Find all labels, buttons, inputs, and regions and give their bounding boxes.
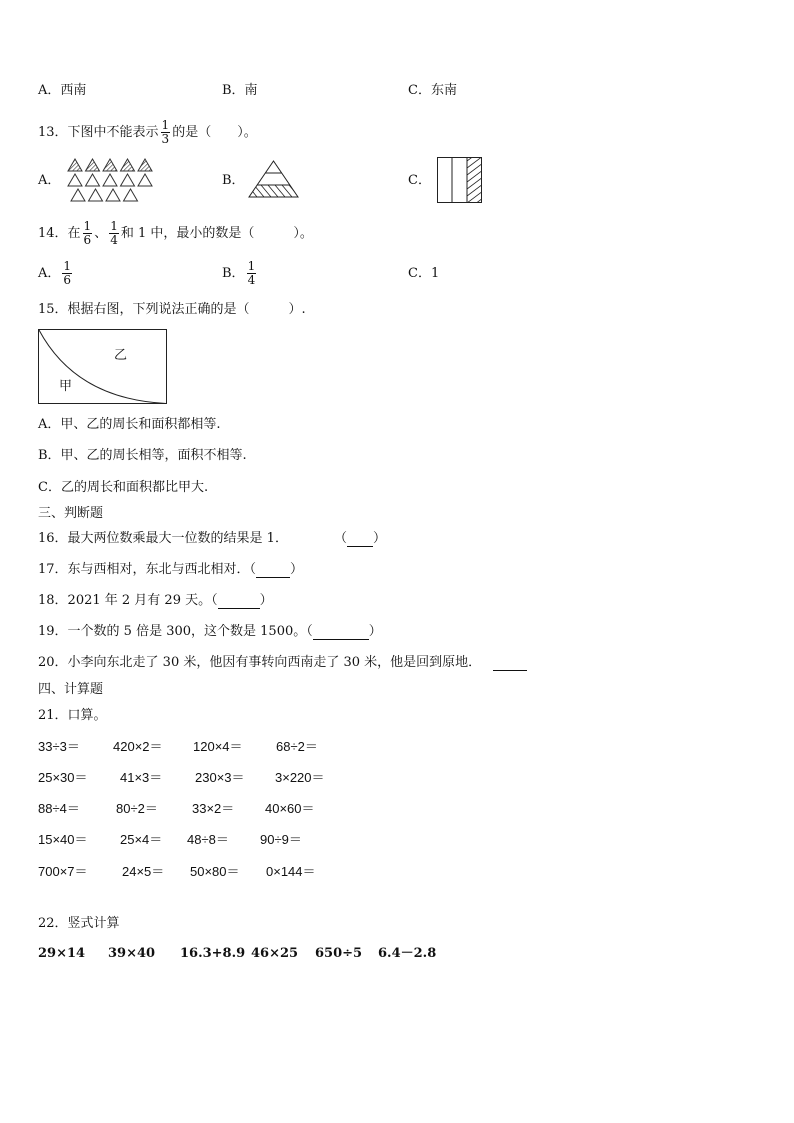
shaded-triangle xyxy=(103,159,117,171)
triangle xyxy=(121,174,135,186)
denominator: 6 xyxy=(83,233,92,247)
bracket-close: ） xyxy=(290,562,304,577)
calc-item: 33×2＝ xyxy=(192,801,235,816)
option-c: C．乙的周长和面积都比甲大. xyxy=(38,480,209,495)
question-18 xyxy=(38,593,273,609)
question-15: 15．根据右图，下列说法正确的是（ ）. xyxy=(38,302,306,317)
calc-item: 0×144＝ xyxy=(266,864,316,879)
triangle xyxy=(106,189,120,201)
option-c: C．1 xyxy=(408,266,440,281)
triangle xyxy=(68,174,82,186)
numerator: 1 xyxy=(161,118,170,132)
calc-item: 120×4＝ xyxy=(193,739,243,754)
bracket-close: ） xyxy=(368,624,382,639)
question-text: 19．一个数的 5 倍是 300，这个数是 1500。（ xyxy=(38,624,313,639)
shaded-triangle xyxy=(86,159,100,171)
striped-rectangle-figure xyxy=(437,157,483,204)
numerator: 1 xyxy=(63,259,72,273)
question-stem-end: 的是（ ）。 xyxy=(172,125,257,140)
question-14 xyxy=(38,216,313,252)
triangle xyxy=(71,189,85,201)
calc-item: 230×3＝ xyxy=(195,770,245,785)
triangles-figure xyxy=(68,158,158,204)
calc-item: 90÷9＝ xyxy=(260,832,302,847)
striped-triangle-figure xyxy=(249,160,299,198)
calc-item: 40×60＝ xyxy=(265,801,315,816)
option-a xyxy=(38,256,74,292)
answer-blank[interactable] xyxy=(218,594,260,609)
question-20 xyxy=(38,655,527,671)
region-label-yi: 乙 xyxy=(114,348,128,363)
fraction xyxy=(247,260,257,287)
option-b xyxy=(222,256,258,292)
triangle xyxy=(89,189,103,201)
bracket-close: ） xyxy=(259,593,273,608)
fraction xyxy=(161,119,171,146)
calc-item: 41×3＝ xyxy=(120,770,163,785)
region-label-jia: 甲 xyxy=(59,379,73,394)
option-b-label: B． xyxy=(222,173,245,188)
fraction-1-4 xyxy=(109,220,119,247)
calc-item: 3×220＝ xyxy=(275,770,325,785)
question-22: 22．竖式计算 xyxy=(38,916,120,931)
question-stem: 13．下图中不能表示 xyxy=(38,125,159,140)
section-title: 三、判断题 xyxy=(38,506,104,521)
numerator: 1 xyxy=(247,259,256,273)
vertical-calc-item: 39×40 xyxy=(108,946,156,961)
calc-item: 15×40＝ xyxy=(38,832,88,847)
option-a: A．甲、乙的周长和面积都相等. xyxy=(38,417,221,432)
calc-item: 50×80＝ xyxy=(190,864,240,879)
question-16 xyxy=(38,531,386,547)
calc-item: 88÷4＝ xyxy=(38,801,80,816)
vertical-calc-item: 6.4－2.8 xyxy=(378,946,437,961)
denominator: 6 xyxy=(63,273,72,287)
option-c: C．东南 xyxy=(408,83,457,98)
question-19 xyxy=(38,624,382,640)
numerator: 1 xyxy=(83,219,92,233)
answer-blank[interactable] xyxy=(256,563,290,578)
option-b: B．南 xyxy=(222,83,258,98)
calc-item: 24×5＝ xyxy=(122,864,165,879)
fraction-1-6 xyxy=(83,220,93,247)
question-text: 18．2021 年 2 月有 29 天。（ xyxy=(38,593,218,608)
calc-item: 420×2＝ xyxy=(113,739,163,754)
answer-blank[interactable] xyxy=(313,625,369,640)
denominator: 3 xyxy=(161,132,170,146)
option-label: B． xyxy=(222,266,245,281)
shaded-triangle xyxy=(68,159,82,171)
question-text: 20．小李向东北走了 30 米，他因有事转向西南走了 30 米，他是回到原地． xyxy=(38,655,482,670)
vertical-calc-item: 46×25 xyxy=(251,946,299,961)
denominator: 4 xyxy=(247,273,256,287)
option-label: A． xyxy=(38,266,61,281)
question-17 xyxy=(38,562,303,578)
rectangle-curve-figure xyxy=(38,329,168,405)
triangle xyxy=(138,174,152,186)
answer-blank[interactable] xyxy=(493,656,527,671)
option-b: B．甲、乙的周长相等，面积不相等. xyxy=(38,448,247,463)
calc-item: 25×30＝ xyxy=(38,770,88,785)
question-13 xyxy=(38,119,257,146)
calc-item: 33÷3＝ xyxy=(38,739,80,754)
vertical-calc-item: 650÷5 xyxy=(315,946,363,961)
answer-blank[interactable] xyxy=(347,532,373,547)
fraction xyxy=(62,260,72,287)
calc-item: 48÷8＝ xyxy=(187,832,229,847)
triangle xyxy=(103,174,117,186)
vertical-calc-item: 29×14 xyxy=(38,946,86,961)
triangle xyxy=(124,189,138,201)
option-a-label: A． xyxy=(38,173,61,188)
bracket-close: ） xyxy=(372,531,386,546)
triangle xyxy=(86,174,100,186)
vertical-calc-item: 16.3+8.9 xyxy=(180,946,246,961)
calc-item: 80÷2＝ xyxy=(116,801,158,816)
question-stem-end: 和 1 中，最小的数是（ ）。 xyxy=(120,226,313,241)
calc-item: 700×7＝ xyxy=(38,864,88,879)
calc-item: 25×4＝ xyxy=(120,832,163,847)
shaded-triangle xyxy=(138,159,152,171)
option-c-label: C． xyxy=(408,173,431,188)
calc-item: 68÷2＝ xyxy=(276,739,318,754)
option-a: A．西南 xyxy=(38,83,87,98)
question-text: 16．最大两位数乘最大一位数的结果是 1． xyxy=(38,531,288,546)
numerator: 1 xyxy=(110,219,118,233)
denominator: 4 xyxy=(110,233,118,247)
shaded-triangle xyxy=(121,159,135,171)
separator: 、 xyxy=(94,226,108,241)
question-stem: 14．在 xyxy=(38,226,81,241)
question-text: 17．东与西相对，东北与西北相对．（ xyxy=(38,562,257,577)
section-title: 四、计算题 xyxy=(38,682,104,697)
bracket-open: （ xyxy=(333,531,347,546)
question-21: 21．口算。 xyxy=(38,708,107,723)
